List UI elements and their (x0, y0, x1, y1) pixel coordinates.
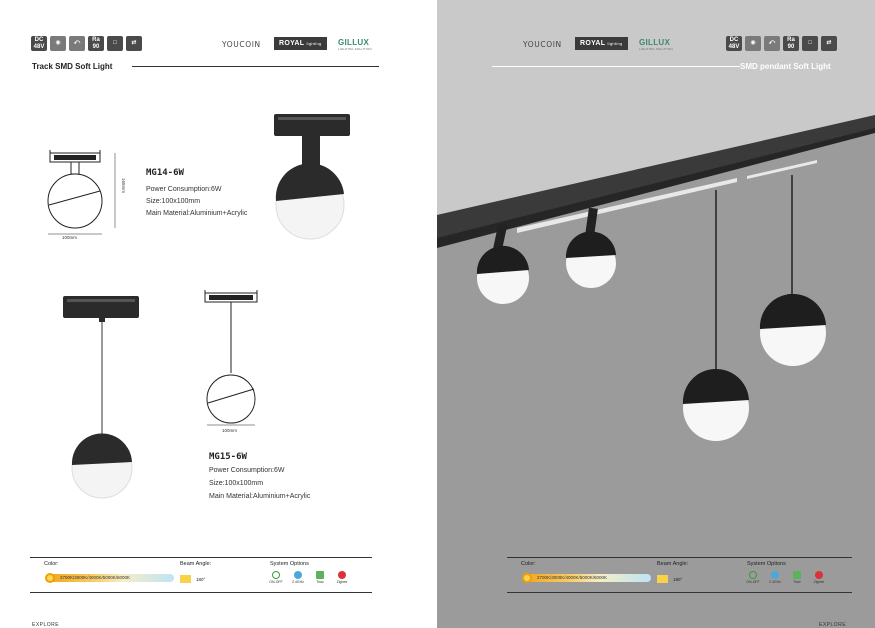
system-option-zigbee: Zigbee (811, 571, 827, 584)
mg15-product-photo (55, 290, 145, 500)
brand-gillux-logo: GILLUX LIGHTING SOLUTION (639, 38, 673, 51)
section-title: Track SMD Soft Light (32, 62, 113, 71)
system-option-onoff: ON-OFF (745, 571, 761, 584)
system-options-label: System Options (747, 561, 786, 567)
brand-royal-logo: ROYAL lighting (274, 37, 327, 50)
mg15-line-drawing (195, 285, 270, 430)
triac-icon (793, 571, 801, 579)
color-label: Color: (44, 561, 59, 567)
right-page-label: EXPLORE (819, 622, 847, 628)
mg15-material: Main Material:Aluminium+Acrylic (209, 493, 311, 500)
mg15-width-dimension: 100mm (222, 428, 238, 433)
color-temperature-strip: 2700K/3000K/4000K/5000K/6000K (523, 574, 651, 582)
mg15-size: Size:100x100mm (209, 480, 264, 487)
beam-angle-icon (180, 575, 191, 583)
system-option-triac: Triac (789, 571, 805, 584)
driver-icon: ⇄ (821, 36, 837, 51)
certification-icon: ◉ (745, 36, 761, 51)
brand-gillux-logo: GILLUX LIGHTING SOLUTION (338, 38, 372, 51)
mg15-power: Power Consumption:6W (209, 467, 285, 474)
brand-youcoin-logo: YOUCOIN (222, 40, 261, 49)
lock-icon: □ (802, 36, 818, 51)
mg15-model: MG15-6W (209, 452, 247, 462)
left-footer-options (30, 557, 372, 593)
triac-icon (316, 571, 324, 579)
driver-icon: ⇄ (126, 36, 142, 51)
beam-angle-label: Beam Angle: (180, 561, 212, 567)
section-title: SMD pendant Soft Light (740, 62, 831, 71)
dimmable-icon: ⤺ (69, 36, 85, 51)
pendant-scene-photo (437, 0, 875, 628)
brand-youcoin-logo: YOUCOIN (523, 40, 562, 49)
brand-royal-logo: ROYAL lighting (575, 37, 628, 50)
system-option-onoff: ON-OFF (268, 571, 284, 584)
system-option-triac: Triac (312, 571, 328, 584)
system-options-label: System Options (270, 561, 309, 567)
color-temperature-strip: 2700K/3000K/4000K/5000K/6000K (46, 574, 174, 582)
zigbee-icon (815, 571, 823, 579)
beam-angle-value: 180° (673, 577, 683, 582)
left-page-label: EXPLORE (32, 622, 60, 628)
mg14-material: Main Material:Aluminium+Acrylic (146, 210, 248, 217)
mg14-size: Size:100x100mm (146, 198, 201, 205)
left-page (0, 0, 437, 628)
mg14-product-photo (262, 108, 362, 243)
dimmable-icon: ⤺ (764, 36, 780, 51)
spec-icons-row (726, 36, 837, 51)
dc-48v-icon: DC 48V (31, 36, 47, 51)
mg14-power: Power Consumption:6W (146, 186, 222, 193)
right-footer-options (507, 557, 852, 593)
cri-icon: Ra 90 (88, 36, 104, 51)
color-dot-icon (522, 573, 532, 583)
title-divider (492, 66, 740, 67)
spec-icons-row (31, 36, 142, 51)
wireless-icon (771, 571, 779, 579)
zigbee-icon (338, 571, 346, 579)
mg14-model: MG14-6W (146, 168, 184, 178)
mg14-width-dimension: 100mm (62, 235, 78, 240)
power-icon (749, 571, 757, 579)
right-page (437, 0, 875, 628)
system-option-24ghz: 2.4GHz (767, 571, 783, 584)
title-divider (132, 66, 379, 67)
beam-angle-icon (657, 575, 668, 583)
color-dot-icon (45, 573, 55, 583)
wireless-icon (294, 571, 302, 579)
system-option-24ghz: 2.4GHz (290, 571, 306, 584)
cri-icon: Ra 90 (783, 36, 799, 51)
certification-icon: ◉ (50, 36, 66, 51)
system-option-zigbee: Zigbee (334, 571, 350, 584)
beam-angle-label: Beam Angle: (657, 561, 689, 567)
power-icon (272, 571, 280, 579)
color-label: Color: (521, 561, 536, 567)
mg14-line-drawing (40, 145, 130, 245)
beam-angle-value: 180° (196, 577, 206, 582)
mg14-height-dimension: 165mm (121, 178, 126, 194)
lock-icon: □ (107, 36, 123, 51)
dc-48v-icon: DC 48V (726, 36, 742, 51)
